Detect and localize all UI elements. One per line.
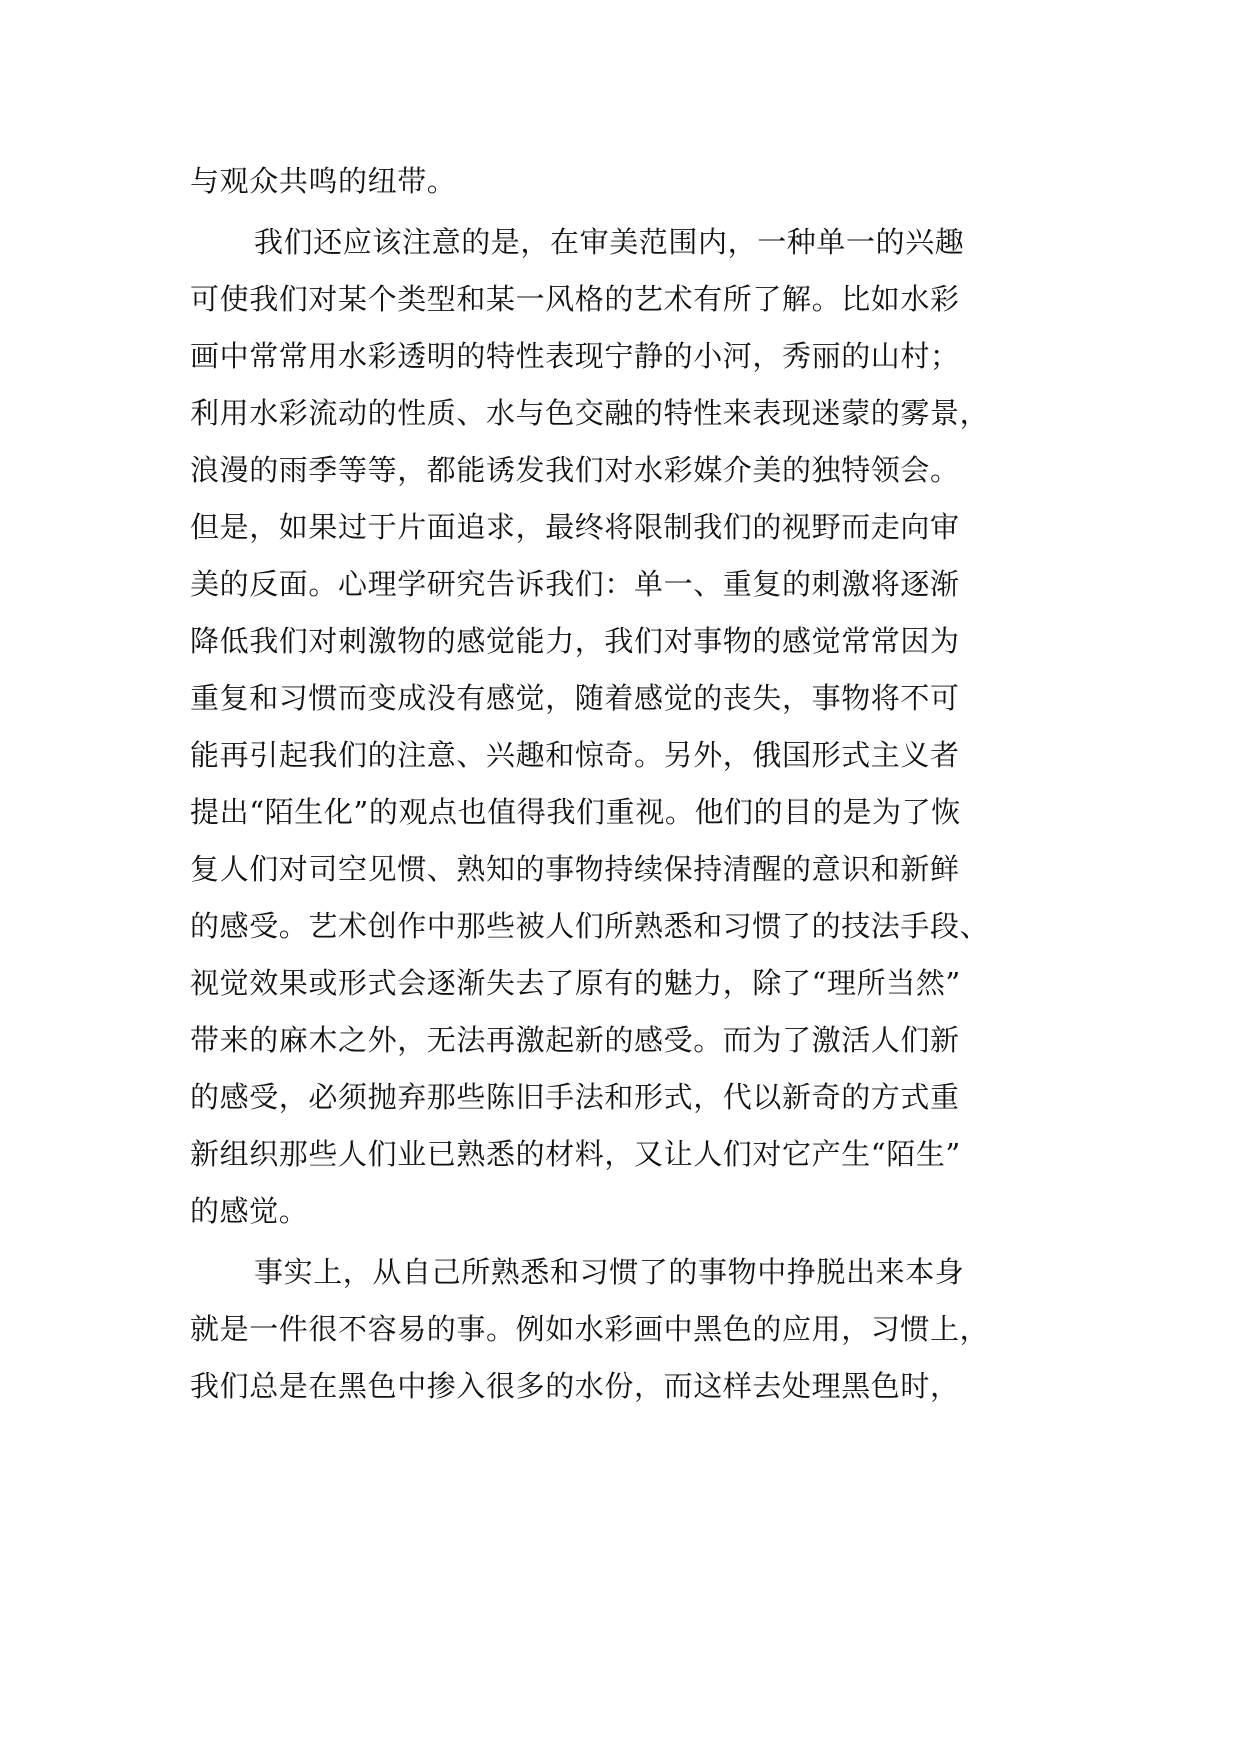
text-line: 我们总是在黑色中掺入很多的水份，而这样去处理黑色时， xyxy=(190,1369,960,1403)
text-line: 的感受，必须抛弃那些陈旧手法和形式，代以新奇的方式重 xyxy=(190,1080,960,1114)
text-line: 美的反面。心理学研究告诉我们：单一、重复的刺激将逐渐 xyxy=(190,567,960,601)
text-line: 画中常常用水彩透明的特性表现宁静的小河，秀丽的山村； xyxy=(190,339,960,373)
text-line: 新组织那些人们业已熟悉的材料，又让人们对它产生“陌生” xyxy=(190,1137,961,1171)
text-line: 重复和习惯而变成没有感觉，随着感觉的丧失，事物将不可 xyxy=(190,681,960,715)
text-line: 带来的麻木之外，无法再激起新的感受。而为了激活人们新 xyxy=(190,1023,960,1057)
body-text xyxy=(190,153,1050,1415)
text-line: 但是，如果过于片面追求，最终将限制我们的视野而走向审 xyxy=(190,510,960,544)
text-line: 提出“陌生化”的观点也值得我们重视。他们的目的是为了恢 xyxy=(190,795,961,829)
text-line: 降低我们对刺激物的感觉能力，我们对事物的感觉常常因为 xyxy=(190,624,960,658)
paragraph-first-line: 我们还应该注意的是，在审美范围内，一种单一的兴趣 xyxy=(254,225,965,259)
text-line: 能再引起我们的注意、兴趣和惊奇。另外，俄国形式主义者 xyxy=(190,738,960,772)
paragraph-first-line: 事实上，从自己所熟悉和习惯了的事物中挣脱出来本身 xyxy=(254,1255,965,1289)
text-line: 视觉效果或形式会逐渐失去了原有的魅力，除了“理所当然” xyxy=(190,966,961,1000)
text-line: 浪漫的雨季等等，都能诱发我们对水彩媒介美的独特领会。 xyxy=(190,453,960,487)
text-line: 就是一件很不容易的事。例如水彩画中黑色的应用，习惯上， xyxy=(190,1312,990,1346)
text-line: 复人们对司空见惯、熟知的事物持续保持清醒的意识和新鲜 xyxy=(190,852,960,886)
text-line: 与观众共鸣的纽带。 xyxy=(190,164,457,198)
text-line: 的感受。艺术创作中那些被人们所熟悉和习惯了的技法手段、 xyxy=(190,909,990,943)
text-line: 利用水彩流动的性质、水与色交融的特性来表现迷蒙的雾景， xyxy=(190,396,990,430)
text-line: 的感觉。 xyxy=(190,1194,309,1228)
text-line: 可使我们对某个类型和某一风格的艺术有所了解。比如水彩 xyxy=(190,282,960,316)
